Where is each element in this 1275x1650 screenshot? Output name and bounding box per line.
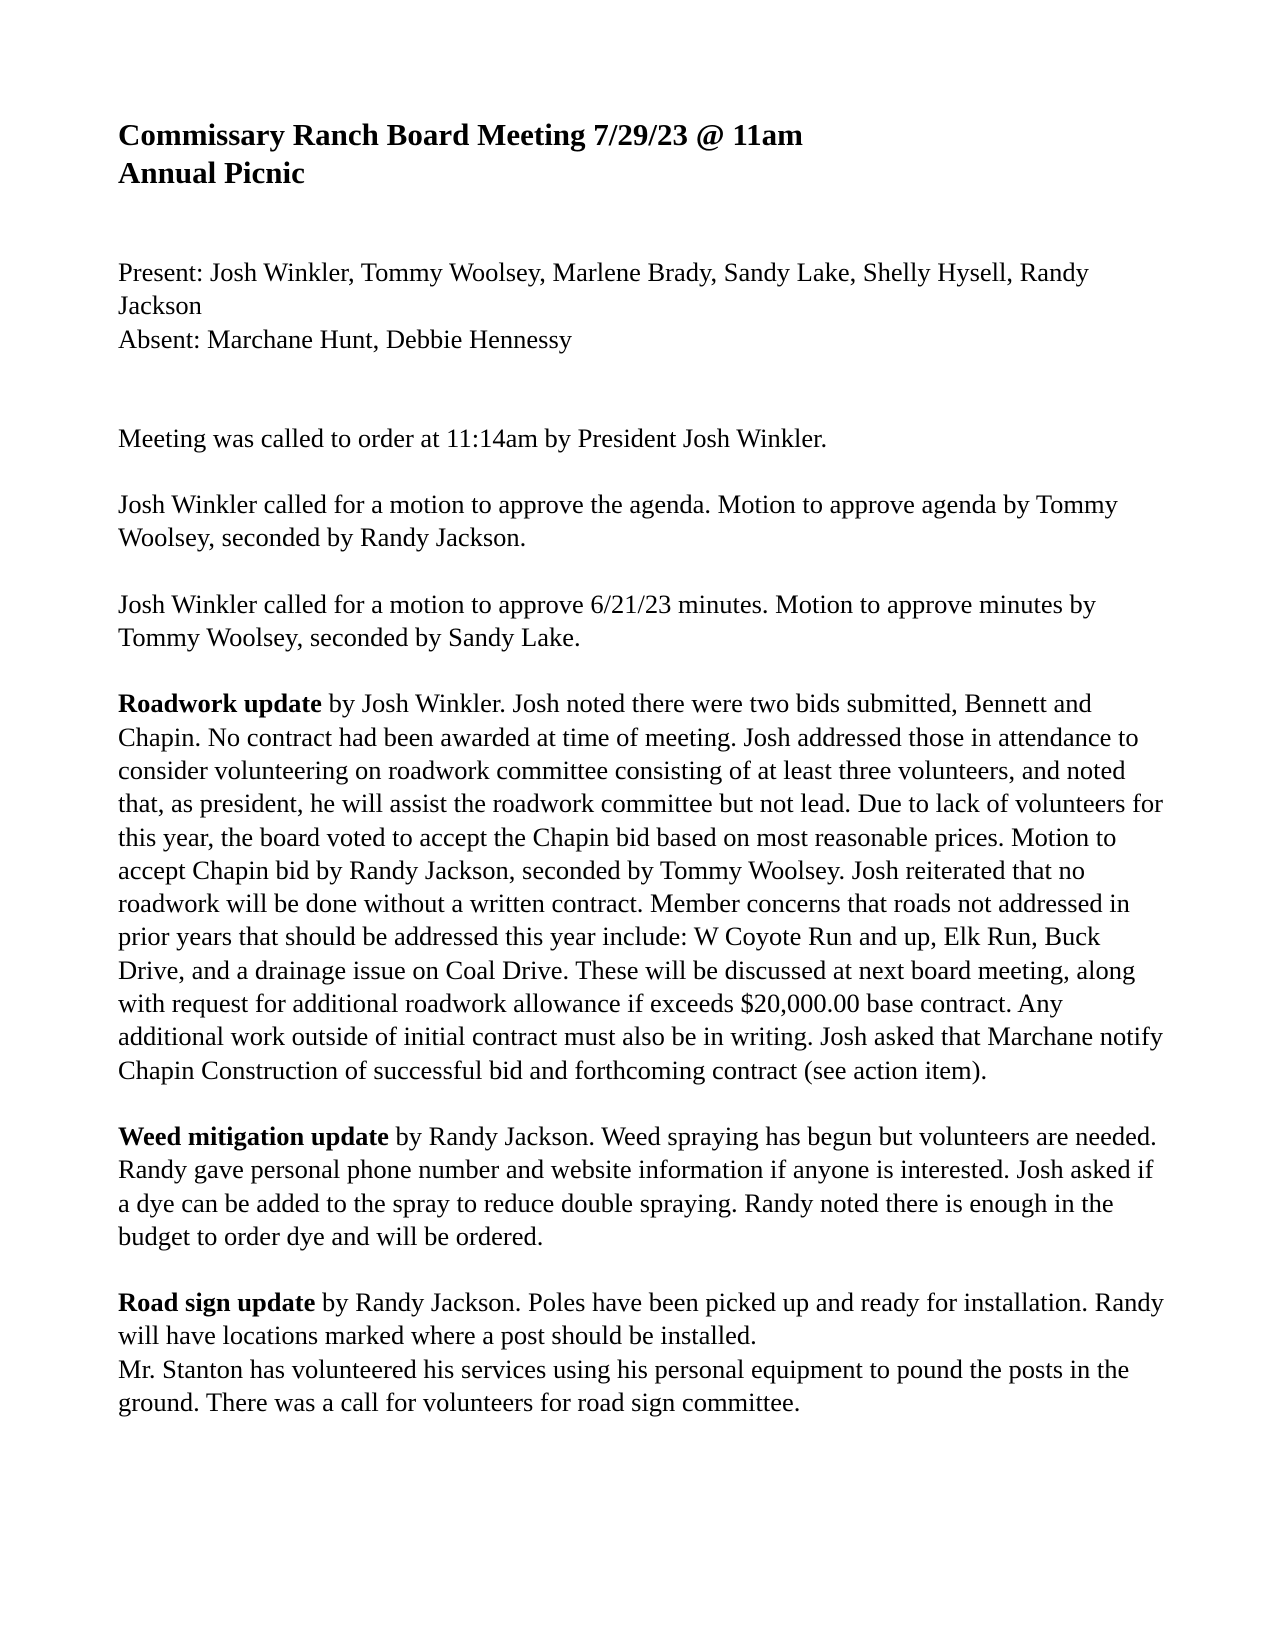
page-title: [118, 116, 1168, 192]
title-line-2: Annual Picnic: [118, 155, 305, 190]
weed-mitigation-body: by Randy Jackson. Weed spraying has begun but volunteers are needed. Randy gave personal phone number and website information if anyone is interested. Josh asked if a dye can be added to the spray to reduce double spraying. Randy noted there is enough in the budget to order dye and will be ordered.: [118, 1120, 1157, 1251]
road-sign-heading: Road sign update: [118, 1287, 316, 1318]
minutes-approval-paragraph: Josh Winkler called for a motion to approve 6/21/23 minutes. Motion to approve minutes by Tommy Woolsey, seconded by Sandy Lake.: [118, 588, 1097, 653]
call-to-order-paragraph: Meeting was called to order at 11:14am by President Josh Winkler.: [118, 422, 828, 453]
roadwork-update-heading: Roadwork update: [118, 688, 322, 719]
attendance-block: [118, 256, 1168, 356]
roadwork-update-body: by Josh Winkler. Josh noted there were two bids submitted, Bennett and Chapin. No contract had been awarded at time of meeting. Josh addressed those in attendance to consider volunteering on roadwork committee consisting of at least three volunteers, and noted that, as president, he will assist the roadwork committee but not lead. Due to lack of volunteers for this year, the board voted to accept the Chapin bid based on most reasonable prices. Motion to accept Chapin bid by Randy Jackson, seconded by Tommy Woolsey. Josh reiterated that no roadwork will be done without a written contract. Member concerns that roads not addressed in prior years that should be addressed this year include: W Coyote Run and up, Elk Run, Buck Drive, and a drainage issue on Coal Drive. These will be discussed at next board meeting, along with request for additional roadwork allowance if exceeds $20,000.00 base contract. Any additional work outside of initial contract must also be in writing. Josh asked that Marchane notify Chapin Construction of successful bid and forthcoming contract (see action item).: [118, 688, 1164, 1085]
weed-mitigation-heading: Weed mitigation update: [118, 1120, 389, 1151]
present-list: Present: Josh Winkler, Tommy Woolsey, Marlene Brady, Sandy Lake, Shelly Hysell, Randy Jackson: [118, 257, 1089, 321]
agenda-approval-paragraph: Josh Winkler called for a motion to approve the agenda. Motion to approve agenda by Tommy Woolsey, seconded by Randy Jackson.: [118, 489, 1118, 553]
weed-mitigation-paragraph: [118, 1120, 1168, 1253]
road-sign-paragraph: [118, 1286, 1168, 1419]
road-sign-body-2: Mr. Stanton has volunteered his services using his personal equipment to pound the posts in the ground. There was a call for volunteers for road sign committee.: [118, 1353, 1130, 1418]
title-line-1: Commissary Ranch Board Meeting 7/29/23 @ 11am: [118, 117, 803, 152]
document-page: [118, 116, 1168, 1419]
absent-list: Absent: Marchane Hunt, Debbie Hennessy: [118, 323, 573, 354]
roadwork-update-paragraph: [118, 687, 1168, 1087]
road-sign-body-1: by Randy Jackson. Poles have been picked up and ready for installation. Randy will have locations marked where a post should be installed.: [118, 1287, 1164, 1351]
